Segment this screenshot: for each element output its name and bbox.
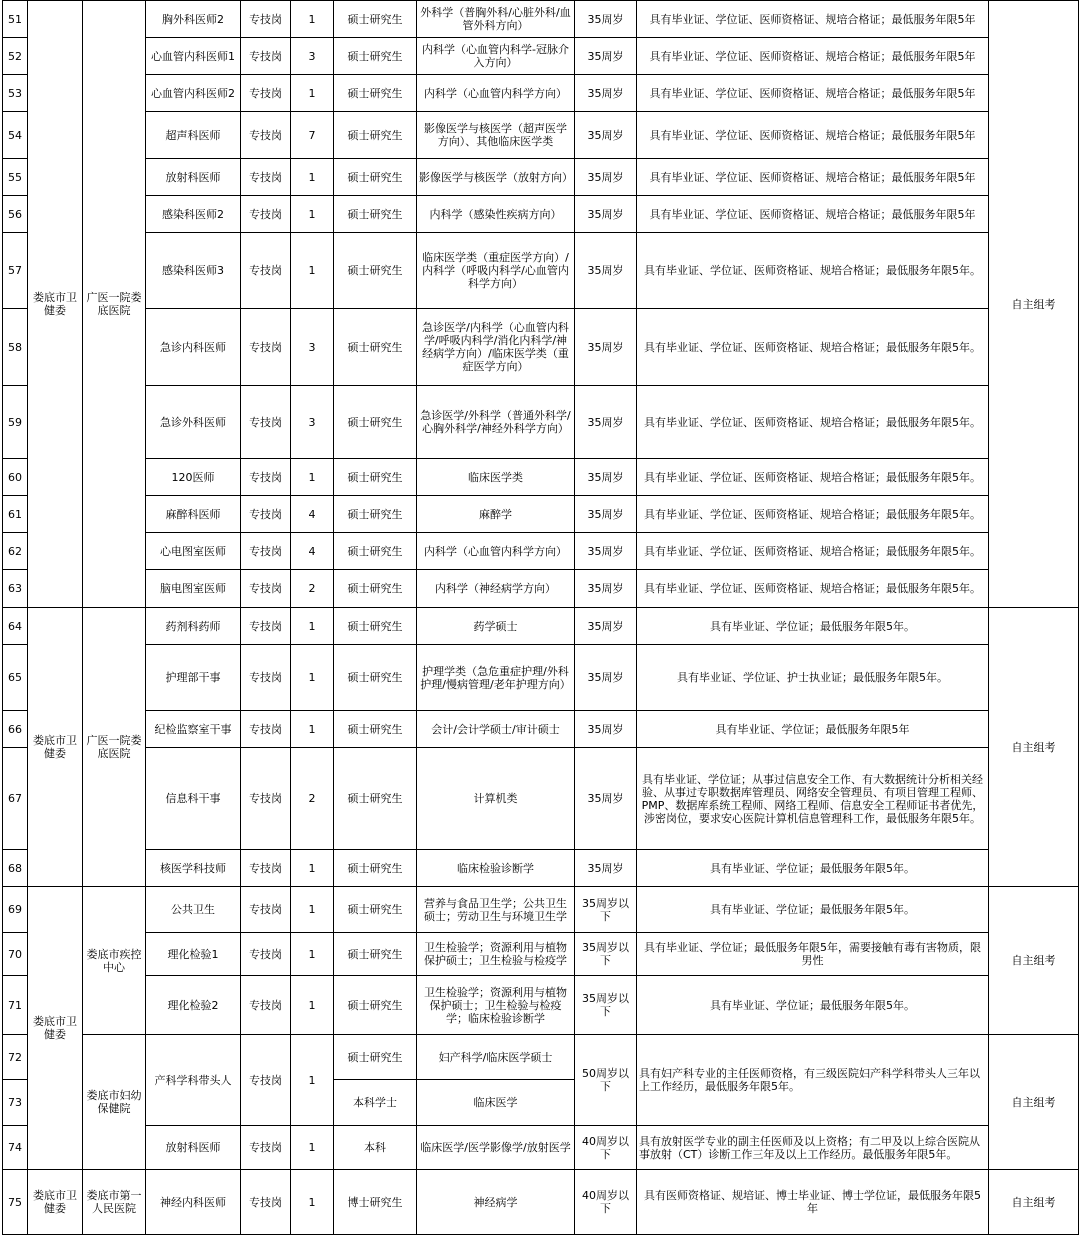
row-number: 67 (3, 748, 28, 850)
age-limit: 35周岁 (575, 748, 637, 850)
other-requirements: 具有毕业证、学位证、医师资格证、规培合格证；最低服务年限5年 (637, 75, 989, 112)
row-number: 54 (3, 112, 28, 159)
post-name: 麻醉科医师 (146, 496, 241, 533)
education: 硕士研究生 (334, 386, 417, 459)
age-limit: 35周岁以下 (575, 887, 637, 933)
unit-cell: 娄底市疾控中心 (83, 887, 146, 1035)
row-number: 70 (3, 933, 28, 976)
row-number: 58 (3, 309, 28, 386)
education: 硕士研究生 (334, 1, 417, 38)
post-count: 1 (291, 887, 334, 933)
department-cell: 娄底市卫健委 (28, 1, 83, 608)
post-name: 护理部干事 (146, 645, 241, 711)
post-name: 产科学科带头人 (146, 1035, 241, 1126)
row-number: 74 (3, 1126, 28, 1170)
post-type: 专技岗 (241, 1035, 291, 1126)
post-count: 1 (291, 233, 334, 309)
exam-method: 自主组考 (989, 1035, 1079, 1170)
age-limit: 35周岁以下 (575, 976, 637, 1035)
department-cell: 娄底市卫健委 (28, 608, 83, 887)
table-row (3, 196, 1079, 233)
post-count: 4 (291, 496, 334, 533)
major: 急诊医学/内科学（心血管内科学/呼吸内科学/消化内科学/神经病学方向）/临床医学类（重症医学方向） (417, 309, 575, 386)
row-number: 53 (3, 75, 28, 112)
post-type: 专技岗 (241, 533, 291, 570)
post-type: 专技岗 (241, 850, 291, 887)
exam-method: 自主组考 (989, 887, 1079, 1035)
post-type: 专技岗 (241, 38, 291, 75)
table-row (3, 645, 1079, 711)
post-type: 专技岗 (241, 976, 291, 1035)
post-type: 专技岗 (241, 233, 291, 309)
post-count: 7 (291, 112, 334, 159)
post-count: 1 (291, 976, 334, 1035)
age-limit: 35周岁 (575, 608, 637, 645)
row-number: 52 (3, 38, 28, 75)
education: 本科 (334, 1126, 417, 1170)
age-limit: 35周岁 (575, 496, 637, 533)
age-limit: 35周岁 (575, 1, 637, 38)
table-row (3, 887, 1079, 933)
age-limit: 35周岁 (575, 38, 637, 75)
post-type: 专技岗 (241, 645, 291, 711)
other-requirements: 具有毕业证、学位证、医师资格证、规培合格证；最低服务年限5年。 (637, 570, 989, 608)
post-name: 纪检监察室干事 (146, 711, 241, 748)
other-requirements: 具有毕业证、学位证、医师资格证、规培合格证；最低服务年限5年 (637, 1, 989, 38)
major: 影像医学与核医学（放射方向） (417, 159, 575, 196)
other-requirements: 具有毕业证、学位证、医师资格证、规培合格证；最低服务年限5年。 (637, 459, 989, 496)
post-name: 感染科医师3 (146, 233, 241, 309)
row-number: 57 (3, 233, 28, 309)
age-limit: 35周岁以下 (575, 933, 637, 976)
department-cell: 娄底市卫健委 (28, 887, 83, 1170)
row-number: 51 (3, 1, 28, 38)
major: 麻醉学 (417, 496, 575, 533)
education: 硕士研究生 (334, 196, 417, 233)
post-count: 1 (291, 75, 334, 112)
post-count: 1 (291, 159, 334, 196)
other-requirements: 具有放射医学专业的副主任医师及以上资格；有二甲及以上综合医院从事放射（CT）诊断工作三年及以上工作经历。最低服务年限5年。 (637, 1126, 989, 1170)
table-row (3, 850, 1079, 887)
unit-cell: 娄底市妇幼保健院 (83, 1035, 146, 1170)
post-count: 1 (291, 850, 334, 887)
unit-cell: 广医一院娄底医院 (83, 1, 146, 608)
education: 硕士研究生 (334, 309, 417, 386)
other-requirements: 具有毕业证、学位证；从事过信息安全工作、有大数据统计分析相关经验、从事过专职数据库管理员、网络安全管理员、有项目管理工程师、PMP、数据库系统工程师、网络工程师、信息安全工程师证书者优先，涉密岗位，要求安心医院计算机信息管理科工作，最低服务年限5年。 (637, 748, 989, 850)
major: 影像医学与核医学（超声医学方向）、其他临床医学类 (417, 112, 575, 159)
table-row (3, 75, 1079, 112)
post-name: 胸外科医师2 (146, 1, 241, 38)
education: 硕士研究生 (334, 608, 417, 645)
post-type: 专技岗 (241, 112, 291, 159)
department-cell: 娄底市卫健委 (28, 1170, 83, 1235)
education: 硕士研究生 (334, 533, 417, 570)
education: 硕士研究生 (334, 459, 417, 496)
other-requirements: 具有毕业证、学位证；最低服务年限5年。 (637, 887, 989, 933)
other-requirements: 具有医师资格证、规培证、博士毕业证、博士学位证，最低服务年限5年 (637, 1170, 989, 1235)
major: 卫生检验学；资源利用与植物保护硕士；卫生检验与检疫学 (417, 933, 575, 976)
table-row (3, 933, 1079, 976)
post-type: 专技岗 (241, 1, 291, 38)
major: 妇产科学/临床医学硕士 (417, 1035, 575, 1080)
other-requirements: 具有毕业证、学位证、护士执业证；最低服务年限5年。 (637, 645, 989, 711)
table-row (3, 496, 1079, 533)
post-name: 核医学科技师 (146, 850, 241, 887)
major: 内科学（心血管内科学方向） (417, 533, 575, 570)
major: 临床医学/医学影像学/放射医学 (417, 1126, 575, 1170)
major: 内科学（感染性疾病方向） (417, 196, 575, 233)
major: 临床医学 (417, 1080, 575, 1126)
post-type: 专技岗 (241, 570, 291, 608)
post-name: 放射科医师 (146, 159, 241, 196)
row-number: 62 (3, 533, 28, 570)
other-requirements: 具有毕业证、学位证、医师资格证、规培合格证；最低服务年限5年。 (637, 386, 989, 459)
table-row (3, 1035, 1079, 1080)
post-type: 专技岗 (241, 1126, 291, 1170)
other-requirements: 具有毕业证、学位证；最低服务年限5年。 (637, 976, 989, 1035)
post-count: 1 (291, 933, 334, 976)
education: 硕士研究生 (334, 1035, 417, 1080)
post-type: 专技岗 (241, 386, 291, 459)
age-limit: 35周岁 (575, 112, 637, 159)
major: 会计/会计学硕士/审计硕士 (417, 711, 575, 748)
post-count: 1 (291, 1126, 334, 1170)
post-count: 1 (291, 711, 334, 748)
post-type: 专技岗 (241, 1170, 291, 1235)
major: 内科学（心血管内科学-冠脉介入方向） (417, 38, 575, 75)
post-type: 专技岗 (241, 496, 291, 533)
post-count: 1 (291, 196, 334, 233)
post-name: 信息科干事 (146, 748, 241, 850)
post-name: 120医师 (146, 459, 241, 496)
post-count: 3 (291, 309, 334, 386)
post-count: 1 (291, 608, 334, 645)
post-name: 急诊外科医师 (146, 386, 241, 459)
table-row (3, 533, 1079, 570)
education: 本科学士 (334, 1080, 417, 1126)
post-type: 专技岗 (241, 159, 291, 196)
row-number: 66 (3, 711, 28, 748)
table-row (3, 976, 1079, 1035)
age-limit: 35周岁 (575, 645, 637, 711)
post-type: 专技岗 (241, 887, 291, 933)
age-limit: 35周岁 (575, 386, 637, 459)
education: 硕士研究生 (334, 748, 417, 850)
row-number: 73 (3, 1080, 28, 1126)
major: 神经病学 (417, 1170, 575, 1235)
exam-method: 自主组考 (989, 1170, 1079, 1235)
post-count: 2 (291, 748, 334, 850)
major: 营养与食品卫生学；公共卫生硕士；劳动卫生与环境卫生学 (417, 887, 575, 933)
table-row (3, 459, 1079, 496)
table-row (3, 1126, 1079, 1170)
age-limit: 35周岁 (575, 533, 637, 570)
major: 临床医学类（重症医学方向）/内科学（呼吸内科学/心血管内科学方向） (417, 233, 575, 309)
post-name: 心血管内科医师2 (146, 75, 241, 112)
age-limit: 35周岁 (575, 233, 637, 309)
unit-cell: 广医一院娄底医院 (83, 608, 146, 887)
education: 硕士研究生 (334, 711, 417, 748)
age-limit: 35周岁 (575, 196, 637, 233)
row-number: 68 (3, 850, 28, 887)
unit-cell: 娄底市第一人民医院 (83, 1170, 146, 1235)
post-type: 专技岗 (241, 711, 291, 748)
other-requirements: 具有毕业证、学位证、医师资格证、规培合格证；最低服务年限5年。 (637, 233, 989, 309)
table-row (3, 386, 1079, 459)
other-requirements: 具有毕业证、学位证；最低服务年限5年，需要接触有毒有害物质，限男性 (637, 933, 989, 976)
education: 硕士研究生 (334, 570, 417, 608)
post-name: 放射科医师 (146, 1126, 241, 1170)
other-requirements: 具有毕业证、学位证、医师资格证、规培合格证；最低服务年限5年 (637, 38, 989, 75)
major: 内科学（神经病学方向） (417, 570, 575, 608)
education: 硕士研究生 (334, 75, 417, 112)
age-limit: 50周岁以下 (575, 1035, 637, 1126)
age-limit: 35周岁 (575, 711, 637, 748)
age-limit: 35周岁 (575, 309, 637, 386)
table-row (3, 711, 1079, 748)
other-requirements: 具有毕业证、学位证；最低服务年限5年。 (637, 850, 989, 887)
post-type: 专技岗 (241, 309, 291, 386)
post-name: 药剂科药师 (146, 608, 241, 645)
major: 卫生检验学；资源利用与植物保护硕士；卫生检验与检疫学；临床检验诊断学 (417, 976, 575, 1035)
exam-method: 自主组考 (989, 1, 1079, 608)
table-row (3, 112, 1079, 159)
post-name: 心电图室医师 (146, 533, 241, 570)
other-requirements: 具有妇产科专业的主任医师资格，有三级医院妇产科学科带头人三年以上工作经历，最低服务年限5年。 (637, 1035, 989, 1126)
table-row (3, 38, 1079, 75)
table-row (3, 159, 1079, 196)
row-number: 65 (3, 645, 28, 711)
post-type: 专技岗 (241, 608, 291, 645)
post-count: 1 (291, 1170, 334, 1235)
major: 临床检验诊断学 (417, 850, 575, 887)
table-row (3, 608, 1079, 645)
major: 药学硕士 (417, 608, 575, 645)
other-requirements: 具有毕业证、学位证、医师资格证、规培合格证；最低服务年限5年。 (637, 533, 989, 570)
row-number: 69 (3, 887, 28, 933)
other-requirements: 具有毕业证、学位证、医师资格证、规培合格证；最低服务年限5年 (637, 159, 989, 196)
major: 内科学（心血管内科学方向） (417, 75, 575, 112)
education: 硕士研究生 (334, 887, 417, 933)
other-requirements: 具有毕业证、学位证、医师资格证、规培合格证；最低服务年限5年 (637, 112, 989, 159)
post-count: 1 (291, 645, 334, 711)
education: 硕士研究生 (334, 38, 417, 75)
post-name: 公共卫生 (146, 887, 241, 933)
education: 硕士研究生 (334, 850, 417, 887)
post-name: 急诊内科医师 (146, 309, 241, 386)
post-name: 脑电图室医师 (146, 570, 241, 608)
table-row (3, 233, 1079, 309)
other-requirements: 具有毕业证、学位证、医师资格证、规培合格证；最低服务年限5年。 (637, 496, 989, 533)
table-row (3, 1170, 1079, 1235)
major: 计算机类 (417, 748, 575, 850)
education: 硕士研究生 (334, 645, 417, 711)
row-number: 71 (3, 976, 28, 1035)
age-limit: 35周岁 (575, 75, 637, 112)
education: 硕士研究生 (334, 496, 417, 533)
post-count: 3 (291, 38, 334, 75)
education: 博士研究生 (334, 1170, 417, 1235)
post-count: 4 (291, 533, 334, 570)
row-number: 63 (3, 570, 28, 608)
education: 硕士研究生 (334, 933, 417, 976)
major: 外科学（普胸外科/心脏外科/血管外科方向） (417, 1, 575, 38)
post-count: 3 (291, 386, 334, 459)
post-name: 理化检验2 (146, 976, 241, 1035)
table-row (3, 570, 1079, 608)
post-type: 专技岗 (241, 459, 291, 496)
row-number: 59 (3, 386, 28, 459)
other-requirements: 具有毕业证、学位证、医师资格证、规培合格证；最低服务年限5年 (637, 196, 989, 233)
row-number: 56 (3, 196, 28, 233)
education: 硕士研究生 (334, 233, 417, 309)
post-count: 2 (291, 570, 334, 608)
other-requirements: 具有毕业证、学位证；最低服务年限5年。 (637, 608, 989, 645)
age-limit: 35周岁 (575, 459, 637, 496)
education: 硕士研究生 (334, 159, 417, 196)
post-type: 专技岗 (241, 748, 291, 850)
post-count: 1 (291, 1035, 334, 1126)
post-type: 专技岗 (241, 933, 291, 976)
other-requirements: 具有毕业证、学位证；最低服务年限5年 (637, 711, 989, 748)
education: 硕士研究生 (334, 112, 417, 159)
education: 硕士研究生 (334, 976, 417, 1035)
post-name: 心血管内科医师1 (146, 38, 241, 75)
post-name: 理化检验1 (146, 933, 241, 976)
post-count: 1 (291, 1, 334, 38)
post-count: 1 (291, 459, 334, 496)
row-number: 60 (3, 459, 28, 496)
major: 临床医学类 (417, 459, 575, 496)
row-number: 72 (3, 1035, 28, 1080)
other-requirements: 具有毕业证、学位证、医师资格证、规培合格证；最低服务年限5年。 (637, 309, 989, 386)
post-name: 感染科医师2 (146, 196, 241, 233)
row-number: 64 (3, 608, 28, 645)
post-name: 神经内科医师 (146, 1170, 241, 1235)
post-type: 专技岗 (241, 196, 291, 233)
row-number: 61 (3, 496, 28, 533)
age-limit: 35周岁 (575, 850, 637, 887)
age-limit: 35周岁 (575, 570, 637, 608)
exam-method: 自主组考 (989, 608, 1079, 887)
table-row (3, 748, 1079, 850)
age-limit: 40周岁以下 (575, 1170, 637, 1235)
row-number: 75 (3, 1170, 28, 1235)
post-type: 专技岗 (241, 75, 291, 112)
age-limit: 35周岁 (575, 159, 637, 196)
table-row (3, 1, 1079, 38)
row-number: 55 (3, 159, 28, 196)
age-limit: 40周岁以下 (575, 1126, 637, 1170)
major: 急诊医学/外科学（普通外科学/心胸外科学/神经外科学方向） (417, 386, 575, 459)
recruitment-table (2, 0, 1079, 1235)
table-row (3, 309, 1079, 386)
post-name: 超声科医师 (146, 112, 241, 159)
major: 护理学类（急危重症护理/外科护理/慢病管理/老年护理方向） (417, 645, 575, 711)
